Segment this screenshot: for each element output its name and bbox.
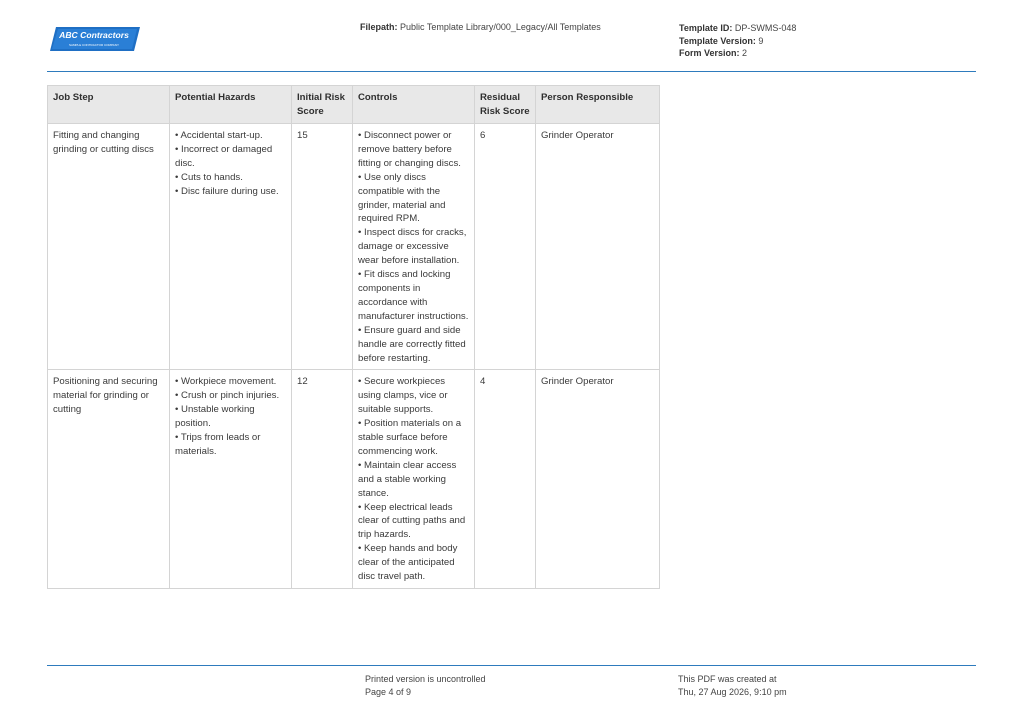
cell-job-step: Fitting and changing grinding or cutting discs: [48, 124, 170, 370]
control-item: • Maintain clear access and a stable working stance.: [358, 459, 457, 499]
filepath: [360, 22, 601, 32]
template-version: [679, 35, 796, 48]
swms-table: [47, 85, 660, 589]
col-person-responsible: Person Responsible: [536, 86, 660, 124]
filepath-label: Filepath:: [360, 22, 398, 32]
hazard-item: • Incorrect or damaged disc.: [175, 143, 273, 169]
form-version: [679, 47, 796, 60]
uncontrolled-notice: Printed version is uncontrolled: [365, 674, 486, 684]
footer-right: [678, 673, 787, 698]
col-job-step: Job Step: [48, 86, 170, 124]
control-item: • Keep hands and body clear of the anticipated disc travel path.: [358, 543, 458, 583]
template-id-label: Template ID:: [679, 23, 733, 33]
control-item: • Disconnect power or remove battery before fitting or changing discs.: [358, 130, 461, 169]
filepath-value: Public Template Library/000_Legacy/All Templates: [400, 22, 601, 32]
footer-divider: [47, 665, 976, 666]
logo-badge-icon: [50, 27, 140, 51]
control-item: • Fit discs and locking components in accordance with manufacturer instructions.: [358, 269, 469, 322]
template-version-value: 9: [758, 35, 764, 46]
hazard-item: • Workpiece movement.: [175, 376, 277, 388]
cell-initial-risk: 12: [292, 370, 353, 589]
logo-name: ABC Contractors: [59, 30, 129, 40]
table-row: [48, 124, 660, 370]
template-version-label: Template Version:: [679, 35, 756, 46]
page-number: Page 4 of 9: [365, 686, 412, 697]
form-version-label: Form Version:: [679, 48, 740, 58]
hazard-item: • Disc failure during use.: [175, 185, 279, 197]
control-item: • Position materials on a stable surface before commencing work.: [358, 418, 462, 457]
company-logo: [50, 27, 138, 49]
hazard-item: • Trips from leads or materials.: [175, 432, 261, 457]
cell-hazards: [170, 370, 292, 589]
col-controls: Controls: [353, 86, 475, 124]
control-item: • Use only discs compatible with the grinder, material and required RPM.: [358, 171, 446, 225]
col-potential-hazards: Potential Hazards: [170, 86, 292, 124]
control-item: • Inspect discs for cracks, damage or excessive wear before installation.: [358, 227, 467, 267]
hazard-item: • Cuts to hands.: [175, 171, 243, 183]
table-header-row: [48, 86, 660, 124]
control-item: • Ensure guard and side handle are correctly fitted before restarting.: [358, 324, 466, 364]
hazard-item: • Unstable working position.: [175, 404, 255, 430]
cell-person-responsible: Grinder Operator: [536, 370, 660, 589]
cell-controls: [353, 370, 475, 589]
cell-hazards: [170, 124, 292, 370]
template-id-value: DP-SWMS-048: [734, 23, 797, 33]
footer-center: [365, 673, 486, 698]
control-item: • Secure workpieces using clamps, vice or suitable supports.: [358, 376, 448, 416]
cell-job-step: Positioning and securing material for grinding or cutting: [48, 370, 170, 589]
template-meta: [679, 22, 796, 60]
control-item: • Keep electrical leads clear of cutting paths and trip hazards.: [358, 501, 466, 541]
created-timestamp: Thu, 27 Aug 2026, 9:10 pm: [678, 686, 787, 697]
hazard-item: • Crush or pinch injuries.: [175, 390, 280, 402]
cell-initial-risk: 15: [292, 124, 353, 370]
hazard-item: • Accidental start-up.: [175, 130, 263, 141]
form-version-value: 2: [742, 48, 748, 58]
cell-controls: [353, 124, 475, 370]
created-label: This PDF was created at: [678, 674, 777, 684]
header-divider: [47, 71, 976, 72]
col-residual-risk-score: Residual Risk Score: [475, 86, 536, 124]
cell-residual-risk: 4: [475, 370, 536, 589]
table-row: [48, 370, 660, 589]
cell-residual-risk: 6: [475, 124, 536, 370]
col-initial-risk-score: Initial Risk Score: [292, 86, 353, 124]
template-id: [679, 22, 796, 35]
cell-person-responsible: Grinder Operator: [536, 124, 660, 370]
logo-tagline: SAMPLE CONTRACTOR COMPANY: [69, 43, 119, 47]
